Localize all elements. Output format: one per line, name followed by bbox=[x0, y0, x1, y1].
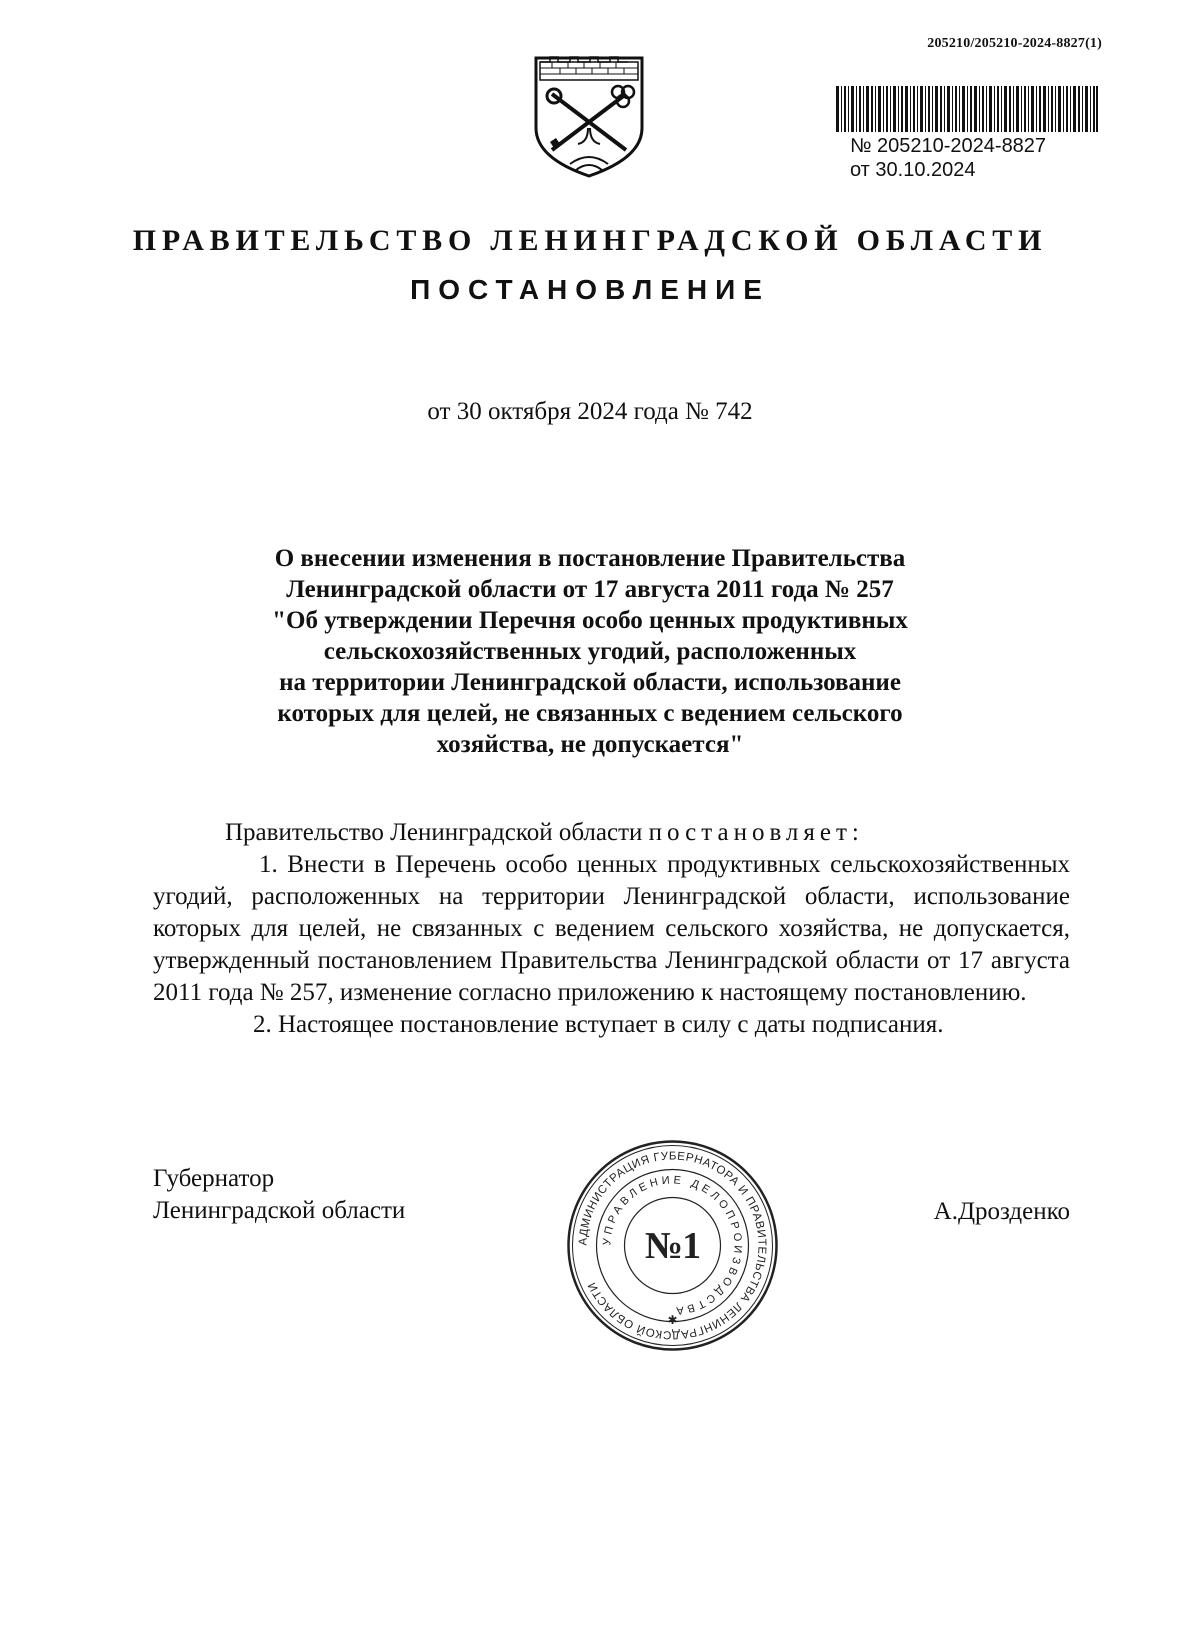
signatory-name: А.Дрозденко bbox=[933, 1198, 1070, 1225]
document-body bbox=[153, 817, 1070, 1041]
document-type: ПОСТАНОВЛЕНИЕ bbox=[410, 274, 770, 305]
document-subject bbox=[160, 543, 1020, 760]
subject-line: которых для целей, не связанных с ведением сельского bbox=[277, 700, 903, 727]
subject-line: сельскохозяйственных угодий, расположенных bbox=[323, 638, 857, 665]
seal-number: №1 bbox=[644, 1224, 701, 1267]
subject-line: на территории Ленинградской области, использование bbox=[279, 669, 901, 696]
position-line: Губернатор bbox=[153, 1165, 275, 1192]
seal-outer-text: АДМИНИСТРАЦИЯ ГУБЕРНАТОРА И ПРАВИТЕЛЬСТВА ЛЕНИНГРАДСКОЙ ОБЛАСТИ bbox=[577, 1150, 768, 1341]
barcode-icon bbox=[836, 86, 1098, 132]
subject-line: Ленинградской области от 17 августа 2011 года № 257 bbox=[286, 576, 894, 603]
registration-number: № 205210-2024-8827 bbox=[850, 135, 1047, 157]
item-2-paragraph: 2. Настоящее постановление вступает в силу с даты подписания. bbox=[253, 1011, 944, 1038]
registration-date: от 30.10.2024 bbox=[850, 159, 976, 181]
subject-line: хозяйства, не допускается" bbox=[436, 731, 744, 758]
intro-paragraph bbox=[153, 817, 1070, 849]
item-1-paragraph: 1. Внести в Перечень особо ценных продуктивных сельскохозяйственных угодий, расположенных на территории Ленинградской области, использование которых для целей, не связанных с ведением сельского хозяйства, не допускается, утвержденный постановлением Правительства Ленинградской области от 17 августа 2011 года № 257, изменение согласно приложению к настоящему постановлению. bbox=[153, 851, 1070, 1006]
subject-line: "Об утверждении Перечня особо ценных продуктивных bbox=[272, 607, 908, 634]
seal-inner-text: УПРАВЛЕНИЕ ДЕЛОПРОИЗВОДСТВА bbox=[601, 1174, 744, 1317]
position-line: Ленинградской области bbox=[153, 1197, 406, 1224]
signatory-position bbox=[153, 1163, 405, 1227]
intro-verb: постановляет: bbox=[648, 819, 864, 846]
registration-block bbox=[850, 134, 1046, 182]
svg-text:✱: ✱ bbox=[667, 1313, 678, 1327]
intro-prefix: Правительство Ленинградской области bbox=[225, 819, 643, 846]
issuer-title: ПРАВИТЕЛЬСТВО ЛЕНИНГРАДСКОЙ ОБЛАСТИ bbox=[132, 224, 1048, 257]
subject-line: О внесении изменения в постановление Правительства bbox=[274, 545, 906, 572]
document-date-number: от 30 октября 2024 года № 742 bbox=[427, 398, 753, 425]
registration-code: 205210/205210-2024-8827(1) bbox=[927, 36, 1102, 51]
leningrad-oblast-coat-of-arms-icon bbox=[530, 50, 648, 180]
official-seal-icon bbox=[565, 1138, 780, 1353]
